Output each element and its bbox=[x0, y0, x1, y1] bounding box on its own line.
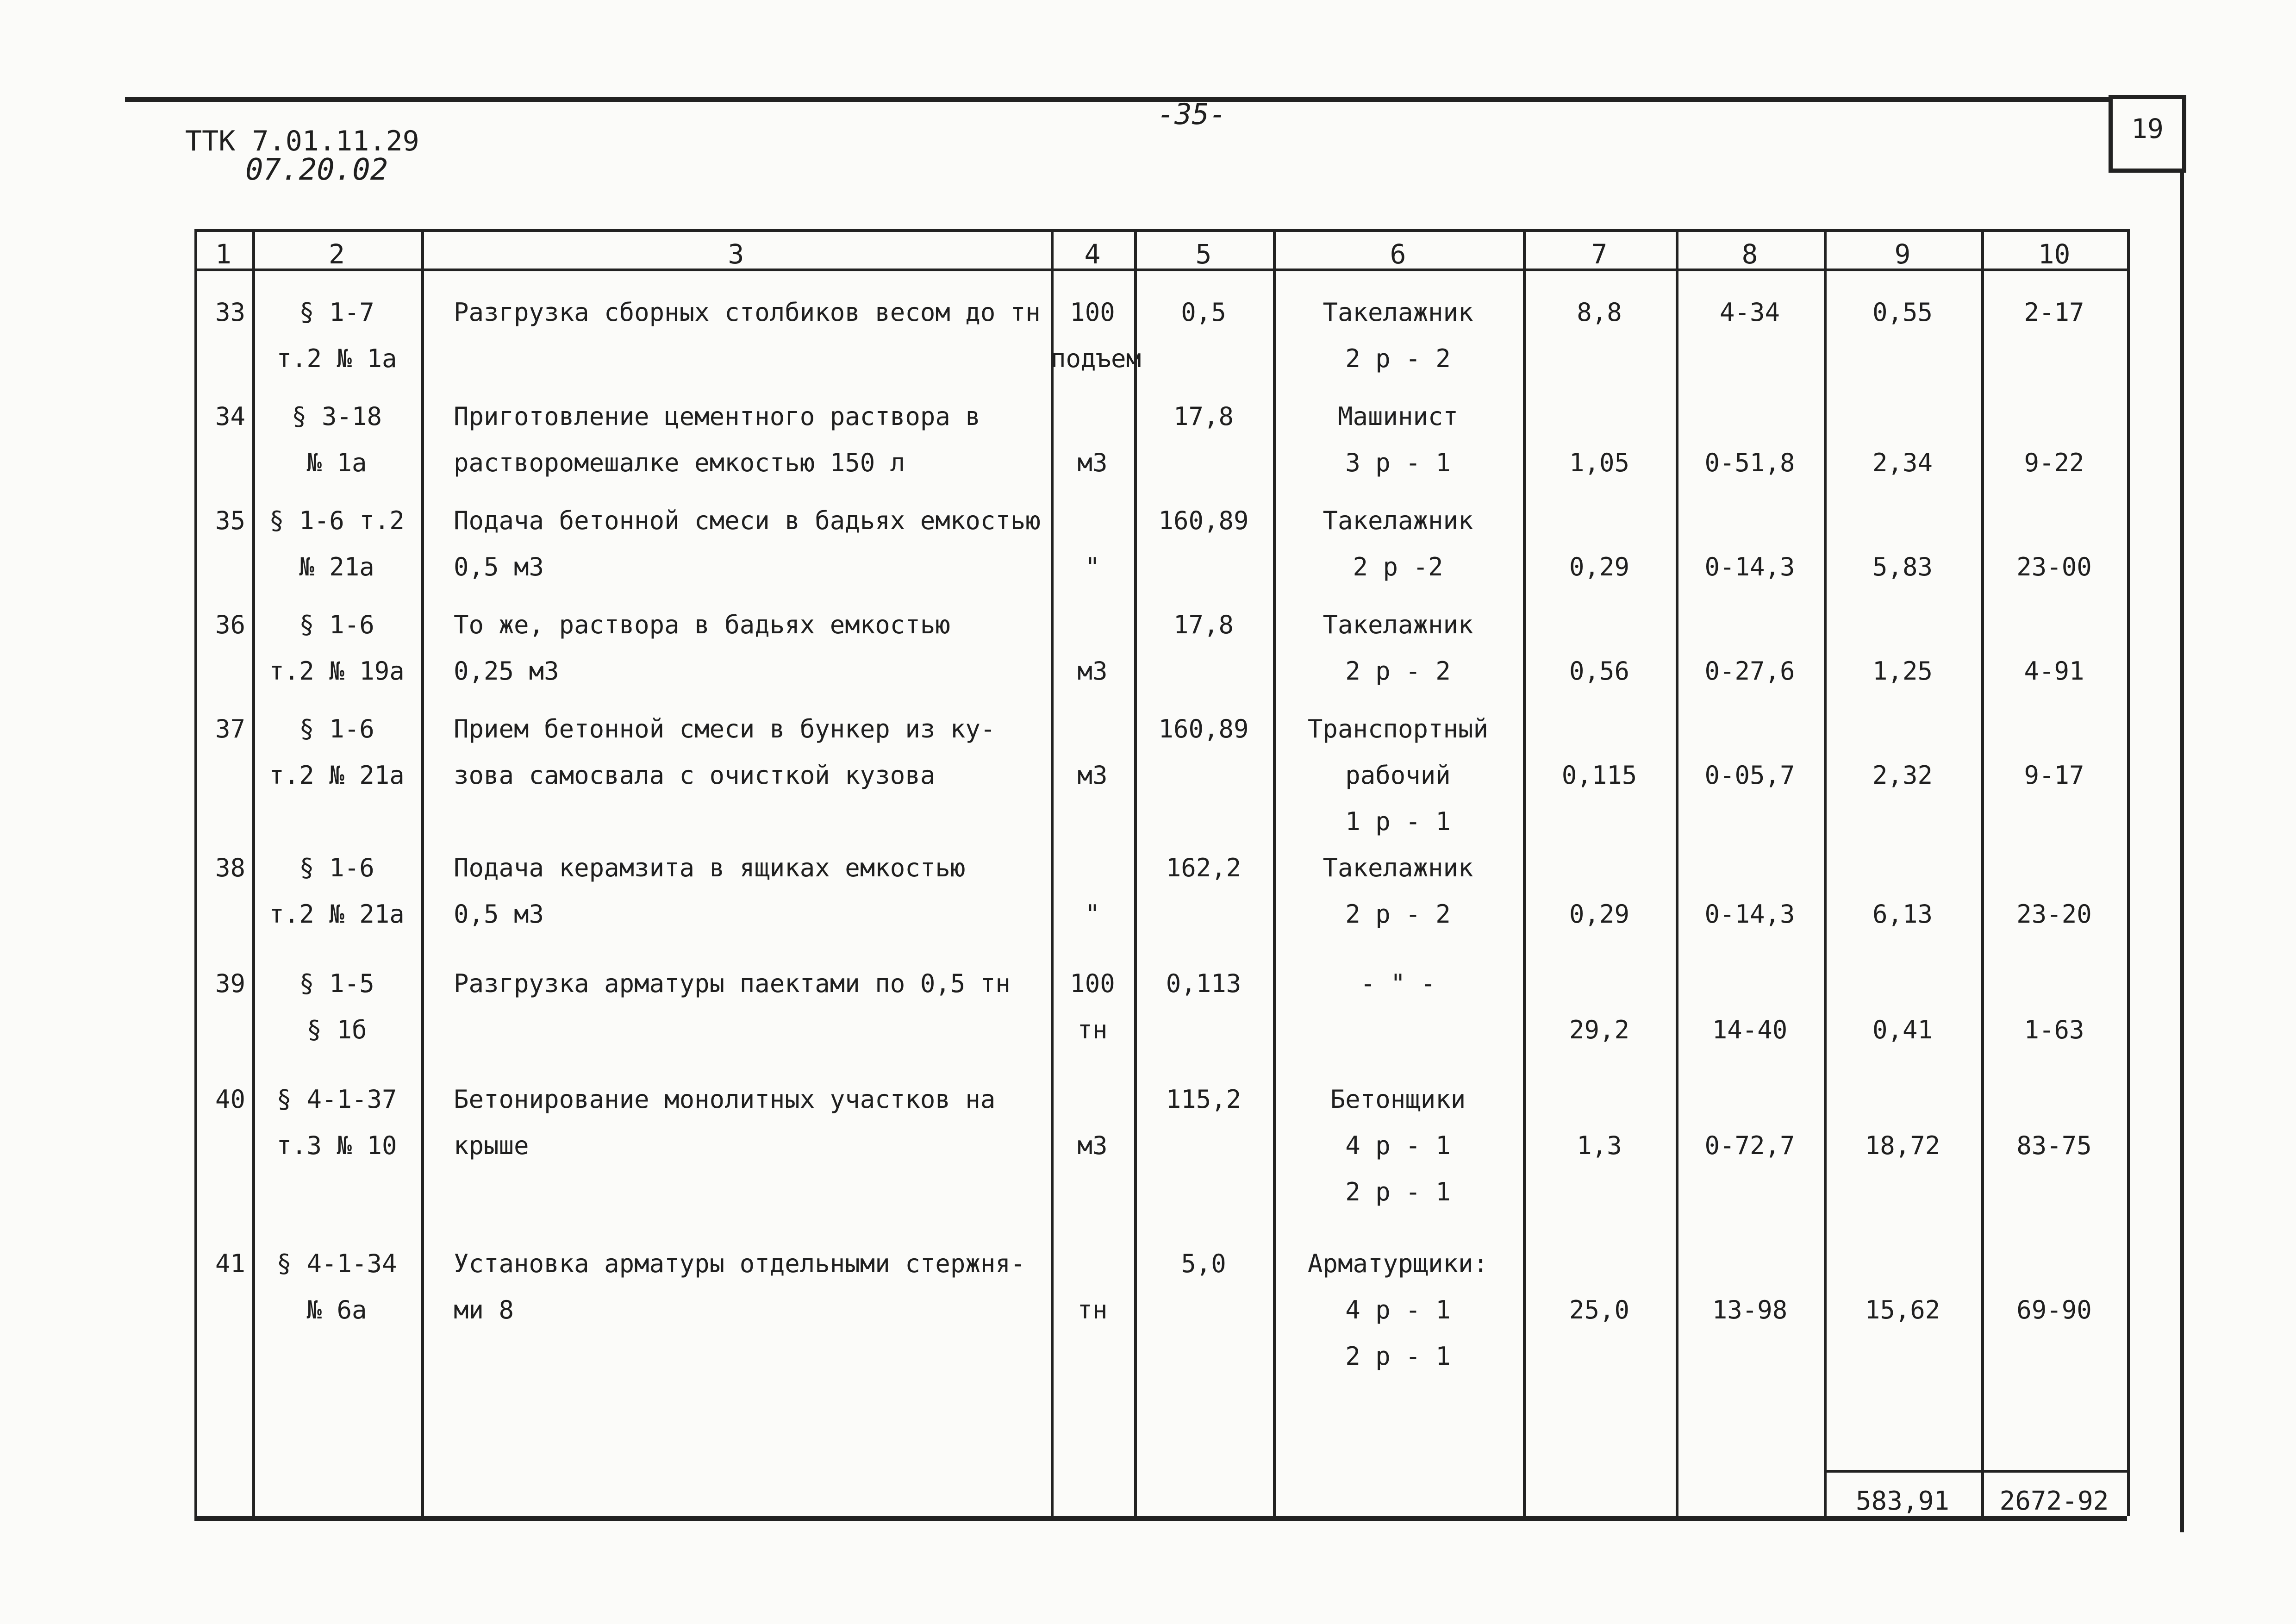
quantity: 160,89 bbox=[1158, 506, 1249, 535]
norm-reference: § 1-7 bbox=[299, 298, 374, 327]
crew: Такелажник bbox=[1323, 298, 1473, 327]
norm-reference: § 1-5 bbox=[299, 969, 374, 998]
time-norm: 25,0 bbox=[1569, 1295, 1630, 1324]
row-number: 35 bbox=[215, 506, 245, 535]
unit: " bbox=[1085, 899, 1100, 929]
crew: Транспортный bbox=[1307, 714, 1489, 743]
crew: Бетонщики bbox=[1330, 1085, 1466, 1114]
norm-reference: § 1-6 bbox=[299, 714, 374, 743]
column-header: 1 bbox=[215, 238, 231, 270]
work-description: Установка арматуры отдельными стержня- bbox=[454, 1249, 1026, 1278]
row-number: 34 bbox=[215, 402, 245, 431]
total-cost: 2-17 bbox=[2024, 298, 2084, 327]
norm-reference: § 1б bbox=[306, 1015, 367, 1044]
grand-total-cost: 2672-92 bbox=[1999, 1486, 2109, 1516]
labor-cost: 18,72 bbox=[1865, 1131, 1940, 1160]
labor-cost: 6,13 bbox=[1872, 899, 1933, 929]
unit: 100 bbox=[1070, 298, 1115, 327]
unit: " bbox=[1085, 552, 1100, 581]
total-cost: 23-20 bbox=[2016, 899, 2092, 929]
crew: 1 р - 1 bbox=[1345, 807, 1451, 836]
time-norm: 8,8 bbox=[1577, 298, 1622, 327]
work-description: 0,5 м3 bbox=[454, 899, 544, 929]
work-description: Бетонирование монолитных участков на bbox=[454, 1085, 996, 1114]
time-norm: 0,115 bbox=[1561, 761, 1637, 790]
norm-reference: т.2 № 21а bbox=[269, 761, 405, 790]
table-top-border bbox=[194, 229, 2127, 232]
quantity: 0,5 bbox=[1181, 298, 1226, 327]
quantity: 115,2 bbox=[1166, 1085, 1242, 1114]
unit-price: 14-40 bbox=[1712, 1015, 1788, 1044]
unit-price: 0-14,3 bbox=[1704, 899, 1795, 929]
total-labor-cost: 583,91 bbox=[1855, 1486, 1950, 1516]
row-number: 37 bbox=[215, 714, 245, 743]
unit: м3 bbox=[1077, 656, 1108, 686]
column-header: 6 bbox=[1390, 238, 1406, 270]
row-number: 40 bbox=[215, 1085, 245, 1114]
unit: м3 bbox=[1077, 761, 1108, 790]
quantity: 17,8 bbox=[1173, 610, 1234, 639]
total-cost: 69-90 bbox=[2016, 1295, 2092, 1324]
labor-cost: 15,62 bbox=[1865, 1295, 1940, 1324]
time-norm: 1,05 bbox=[1569, 448, 1630, 477]
column-header: 7 bbox=[1591, 238, 1608, 270]
norm-reference: т.2 № 1а bbox=[276, 344, 397, 373]
norm-reference: § 1-6 bbox=[299, 853, 374, 882]
time-norm: 0,29 bbox=[1569, 899, 1630, 929]
unit: подъем bbox=[1051, 344, 1142, 373]
norm-reference: § 4-1-37 bbox=[276, 1085, 397, 1114]
work-description: Подача бетонной смеси в бадьях емкостью bbox=[454, 506, 1041, 535]
column-header: 4 bbox=[1084, 238, 1101, 270]
crew: 4 р - 1 bbox=[1345, 1131, 1451, 1160]
crew: Такелажник bbox=[1323, 506, 1473, 535]
column-header: 8 bbox=[1741, 238, 1758, 270]
work-description: зова самосвала с очисткой кузова bbox=[454, 761, 936, 790]
labor-cost: 2,34 bbox=[1872, 448, 1933, 477]
work-description: растворомешалке емкостью 150 л bbox=[454, 448, 905, 477]
row-number: 33 bbox=[215, 298, 245, 327]
crew: 2 р -2 bbox=[1353, 552, 1443, 581]
column-header: 5 bbox=[1195, 238, 1212, 270]
column-header: 3 bbox=[728, 238, 744, 270]
quantity: 162,2 bbox=[1166, 853, 1242, 882]
time-norm: 29,2 bbox=[1569, 1015, 1630, 1044]
quantity: 5,0 bbox=[1181, 1249, 1226, 1278]
crew: Такелажник bbox=[1323, 610, 1473, 639]
work-description: ми 8 bbox=[454, 1295, 514, 1324]
labor-cost: 0,55 bbox=[1872, 298, 1933, 327]
quantity: 0,113 bbox=[1166, 969, 1242, 998]
crew: 2 р - 2 bbox=[1345, 344, 1451, 373]
column-header: 10 bbox=[2038, 238, 2071, 270]
unit: м3 bbox=[1077, 448, 1108, 477]
crew: 2 р - 1 bbox=[1345, 1177, 1451, 1206]
crew: 3 р - 1 bbox=[1345, 448, 1451, 477]
crew: - " - bbox=[1360, 969, 1436, 998]
crew: 4 р - 1 bbox=[1345, 1295, 1451, 1324]
table-bottom-border bbox=[194, 1516, 2127, 1521]
unit-price: 0-05,7 bbox=[1704, 761, 1795, 790]
norm-reference: т.3 № 10 bbox=[276, 1131, 397, 1160]
work-table bbox=[194, 229, 2132, 1516]
sheet-number-box bbox=[2109, 95, 2186, 173]
work-description: Подача керамзита в ящиках емкостью bbox=[454, 853, 966, 882]
norm-reference: № 21а bbox=[299, 552, 374, 581]
unit: тн bbox=[1077, 1295, 1108, 1324]
quantity: 17,8 bbox=[1173, 402, 1234, 431]
total-cost: 9-17 bbox=[2024, 761, 2084, 790]
norm-reference: § 1-6 т.2 bbox=[269, 506, 405, 535]
work-description: Разгрузка арматуры паектами по 0,5 тн bbox=[454, 969, 1011, 998]
work-description: 0,5 м3 bbox=[454, 552, 544, 581]
work-description: Разгрузка сборных столбиков весом до тн bbox=[454, 298, 1041, 327]
unit-price: 4-34 bbox=[1719, 298, 1780, 327]
crew: Такелажник bbox=[1323, 853, 1473, 882]
row-number: 41 bbox=[215, 1249, 245, 1278]
norm-reference: § 1-6 bbox=[299, 610, 374, 639]
labor-cost: 5,83 bbox=[1872, 552, 1933, 581]
unit-price: 0-27,6 bbox=[1704, 656, 1795, 686]
norm-reference: § 3-18 bbox=[291, 402, 382, 431]
labor-cost: 2,32 bbox=[1872, 761, 1933, 790]
totals-top-border bbox=[1824, 1470, 2127, 1473]
column-divider bbox=[421, 229, 424, 1516]
work-description: 0,25 м3 bbox=[454, 656, 559, 686]
document-date: 07.20.02 bbox=[245, 153, 388, 187]
unit: 100 bbox=[1070, 969, 1115, 998]
unit-price: 0-14,3 bbox=[1704, 552, 1795, 581]
page-number: -35- bbox=[1157, 97, 1227, 131]
time-norm: 0,29 bbox=[1569, 552, 1630, 581]
crew: 2 р - 2 bbox=[1345, 899, 1451, 929]
labor-cost: 0,41 bbox=[1872, 1015, 1933, 1044]
row-number: 36 bbox=[215, 610, 245, 639]
work-description: Приготовление цементного раствора в bbox=[454, 402, 980, 431]
unit-price: 0-72,7 bbox=[1704, 1131, 1795, 1160]
quantity: 160,89 bbox=[1158, 714, 1249, 743]
norm-reference: № 1а bbox=[306, 448, 367, 477]
total-cost: 1-63 bbox=[2024, 1015, 2084, 1044]
row-number: 39 bbox=[215, 969, 245, 998]
total-cost: 23-00 bbox=[2016, 552, 2092, 581]
total-cost: 4-91 bbox=[2024, 656, 2084, 686]
crew: рабочий bbox=[1345, 761, 1451, 790]
unit-price: 13-98 bbox=[1712, 1295, 1788, 1324]
time-norm: 1,3 bbox=[1577, 1131, 1622, 1160]
labor-cost: 1,25 bbox=[1872, 656, 1933, 686]
crew: Арматурщики: bbox=[1307, 1249, 1489, 1278]
unit: м3 bbox=[1077, 1131, 1108, 1160]
norm-reference: § 4-1-34 bbox=[276, 1249, 397, 1278]
total-cost: 83-75 bbox=[2016, 1131, 2092, 1160]
norm-reference: № 6а bbox=[306, 1295, 367, 1324]
work-description: Прием бетонной смеси в бункер из ку- bbox=[454, 714, 996, 743]
crew: 2 р - 2 bbox=[1345, 656, 1451, 686]
work-description: крыше bbox=[454, 1131, 529, 1160]
row-number: 38 bbox=[215, 853, 245, 882]
document-code: ТТК 7.01.11.29 bbox=[185, 125, 419, 157]
unit-price: 0-51,8 bbox=[1704, 448, 1795, 477]
column-header: 9 bbox=[1894, 238, 1911, 270]
norm-reference: т.2 № 21а bbox=[269, 899, 405, 929]
total-cost: 9-22 bbox=[2024, 448, 2084, 477]
time-norm: 0,56 bbox=[1569, 656, 1630, 686]
column-header: 2 bbox=[329, 238, 345, 270]
crew: Машинист bbox=[1337, 402, 1459, 431]
sheet-number: 19 bbox=[2131, 113, 2164, 144]
unit: тн bbox=[1077, 1015, 1108, 1044]
work-description: То же, раствора в бадьях емкостью bbox=[454, 610, 950, 639]
column-divider bbox=[2127, 229, 2130, 1516]
crew: 2 р - 1 bbox=[1345, 1342, 1451, 1371]
norm-reference: т.2 № 19а bbox=[269, 656, 405, 686]
